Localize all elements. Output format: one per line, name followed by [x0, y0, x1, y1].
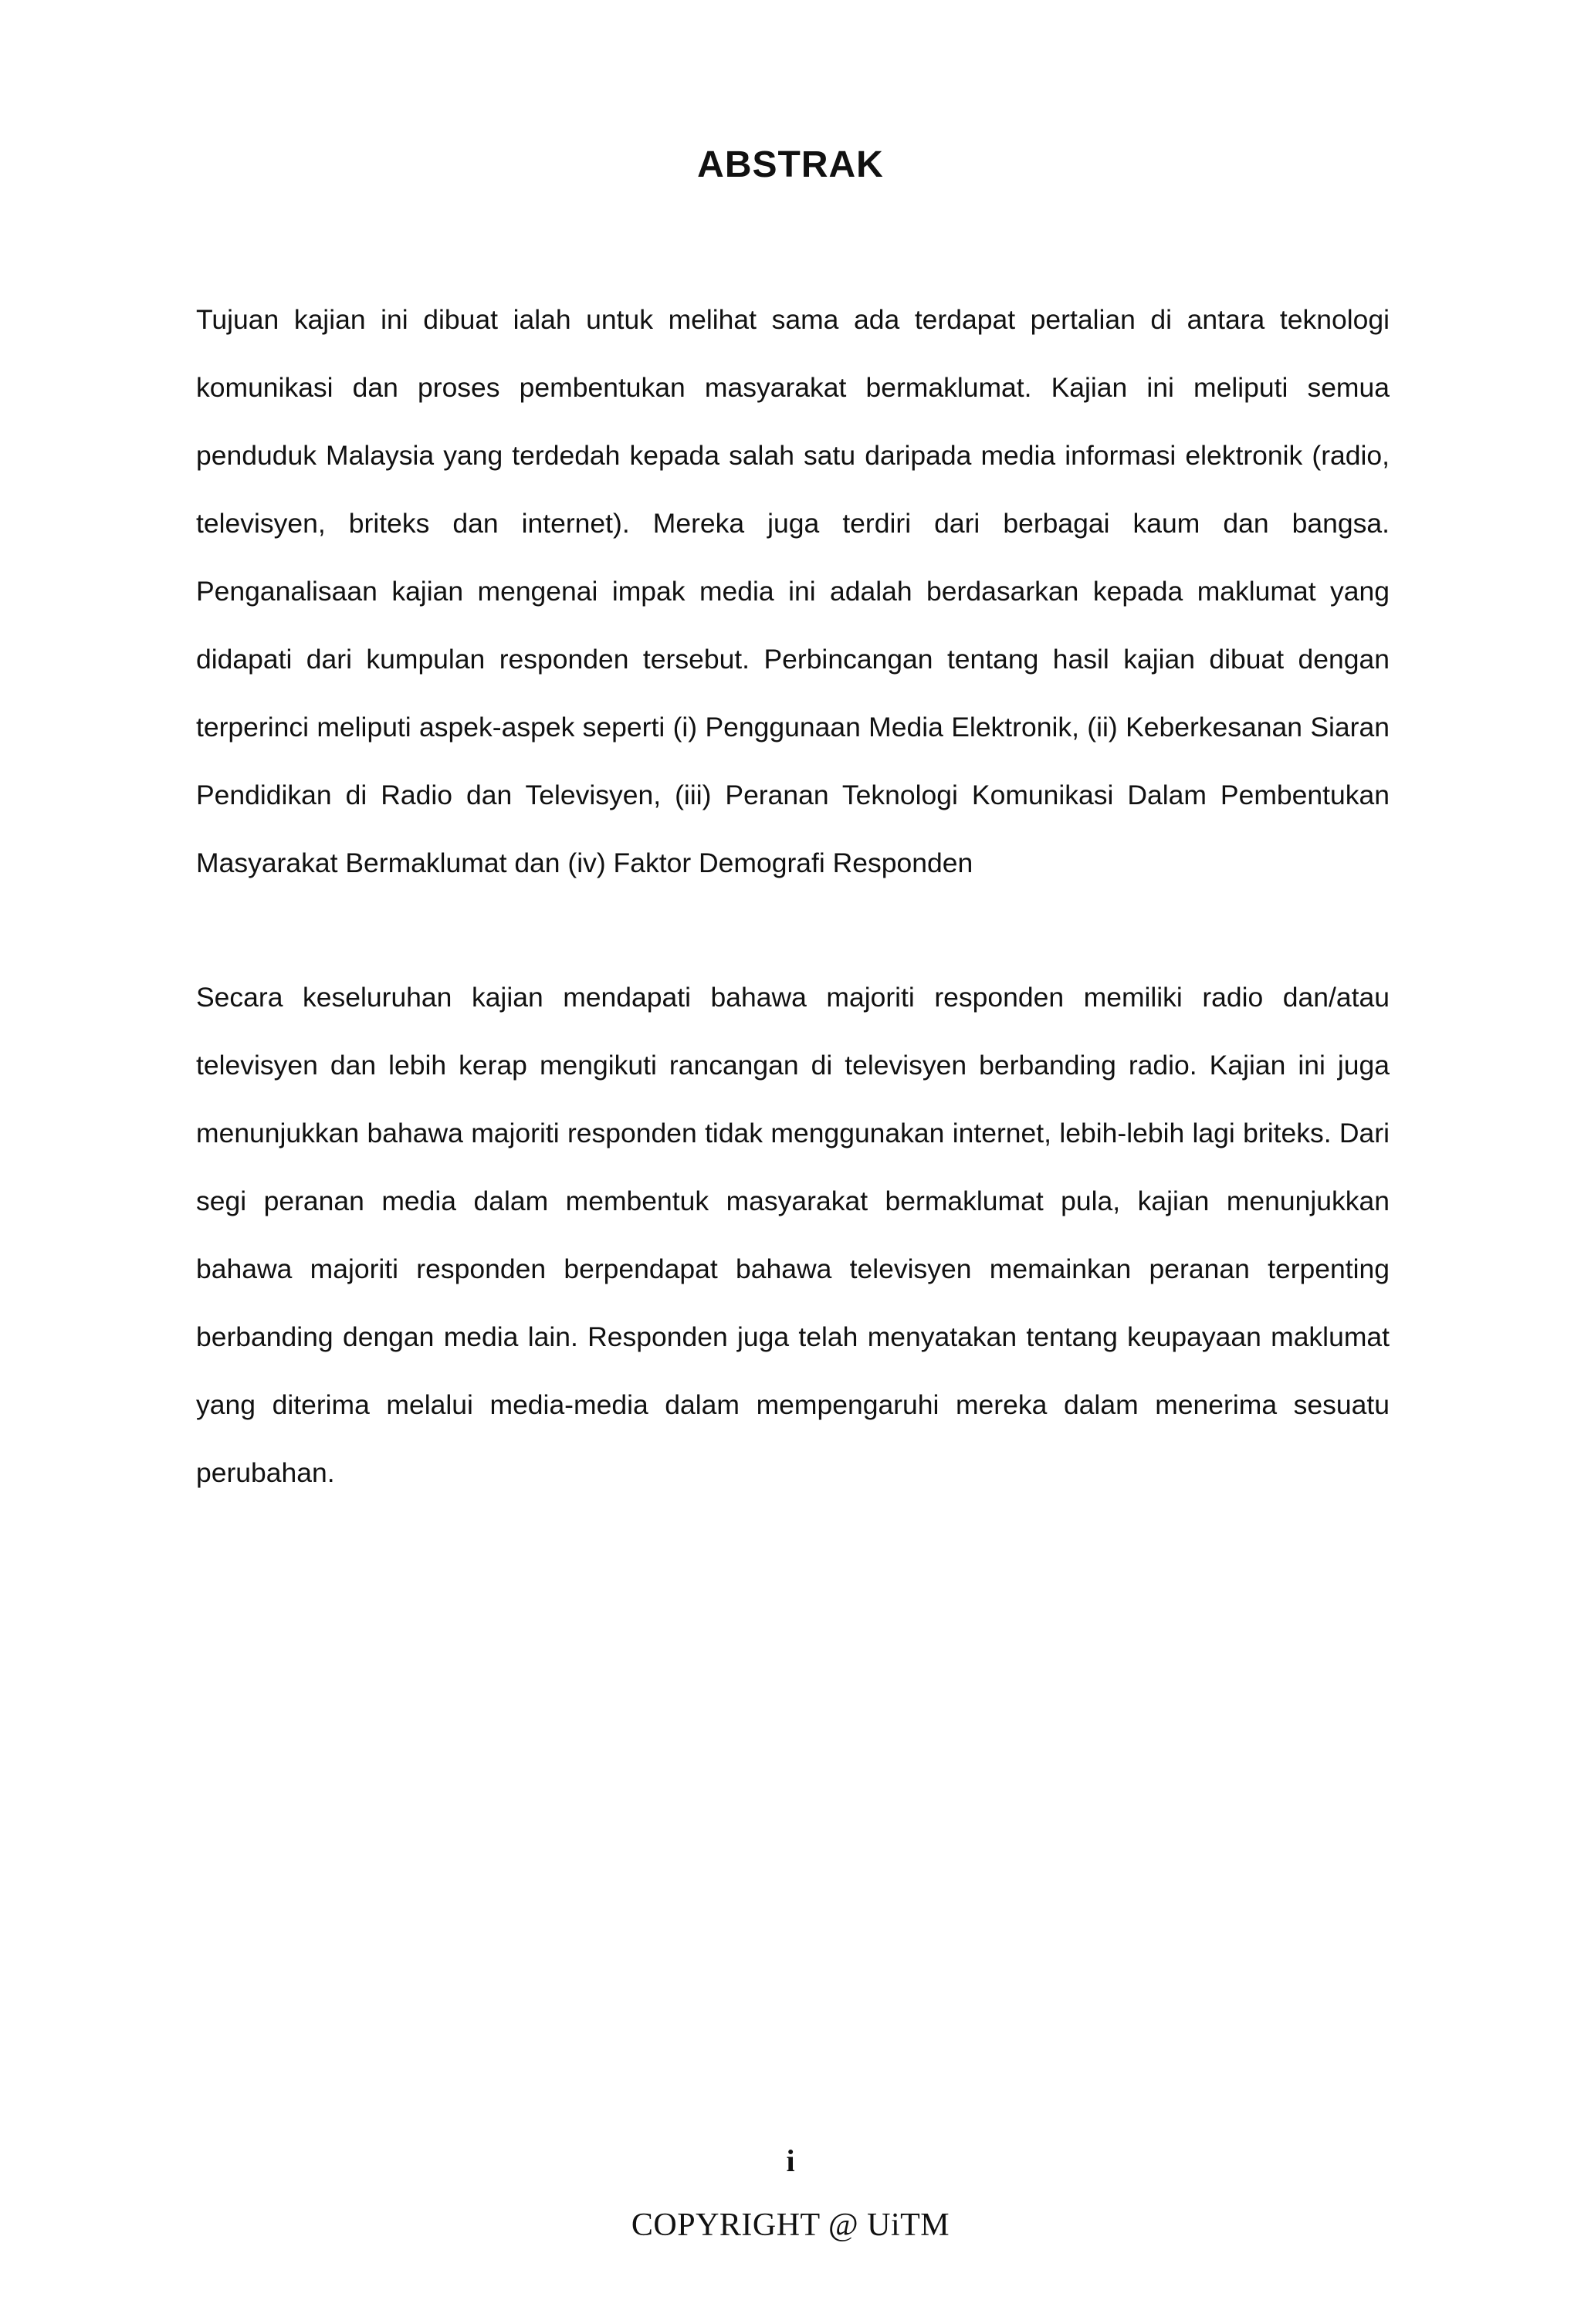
abstract-title: ABSTRAK: [697, 144, 884, 185]
abstract-paragraph-1: Tujuan kajian ini dibuat ialah untuk melihat sama ada terdapat pertalian di antara teknologi komunikasi dan proses pembentukan masyarakat bermaklumat. Kajian ini meliputi semua penduduk Malaysia yang terdedah kepada salah satu daripada media informasi elektronik (radio, televisyen, briteks dan internet). Mereka juga terdiri dari berbagai kaum dan bangsa. Penganalisaan kajian mengenai impak media ini adalah berdasarkan kepada maklumat yang didapati dari kumpulan responden tersebut. Perbincangan tentang hasil kajian dibuat dengan terperinci meliputi aspek-aspek seperti (i) Penggunaan Media Elektronik, (ii) Keberkesanan Siaran Pendidikan di Radio dan Televisyen, (iii) Peranan Teknologi Komunikasi Dalam Pembentukan Masyarakat Bermaklumat dan (iv) Faktor Demografi Responden: [196, 304, 1390, 878]
copyright-notice: COPYRIGHT @ UiTM: [631, 2207, 950, 2243]
page-number: i: [786, 2143, 795, 2178]
abstract-paragraph-2: Secara keseluruhan kajian mendapati bahawa majoriti responden memiliki radio dan/atau televisyen dan lebih kerap mengikuti rancangan di televisyen berbanding radio. Kajian ini juga menunjukkan bahawa majoriti responden tidak menggunakan internet, lebih-lebih lagi briteks. Dari segi peranan media dalam membentuk masyarakat bermaklumat pula, kajian menunjukkan bahawa majoriti responden berpendapat bahawa televisyen memainkan peranan terpenting berbanding dengan media lain. Responden juga telah menyatakan tentang keupayaan maklumat yang diterima melalui media-media dalam mempengaruhi mereka dalam menerima sesuatu perubahan.: [196, 982, 1390, 1488]
